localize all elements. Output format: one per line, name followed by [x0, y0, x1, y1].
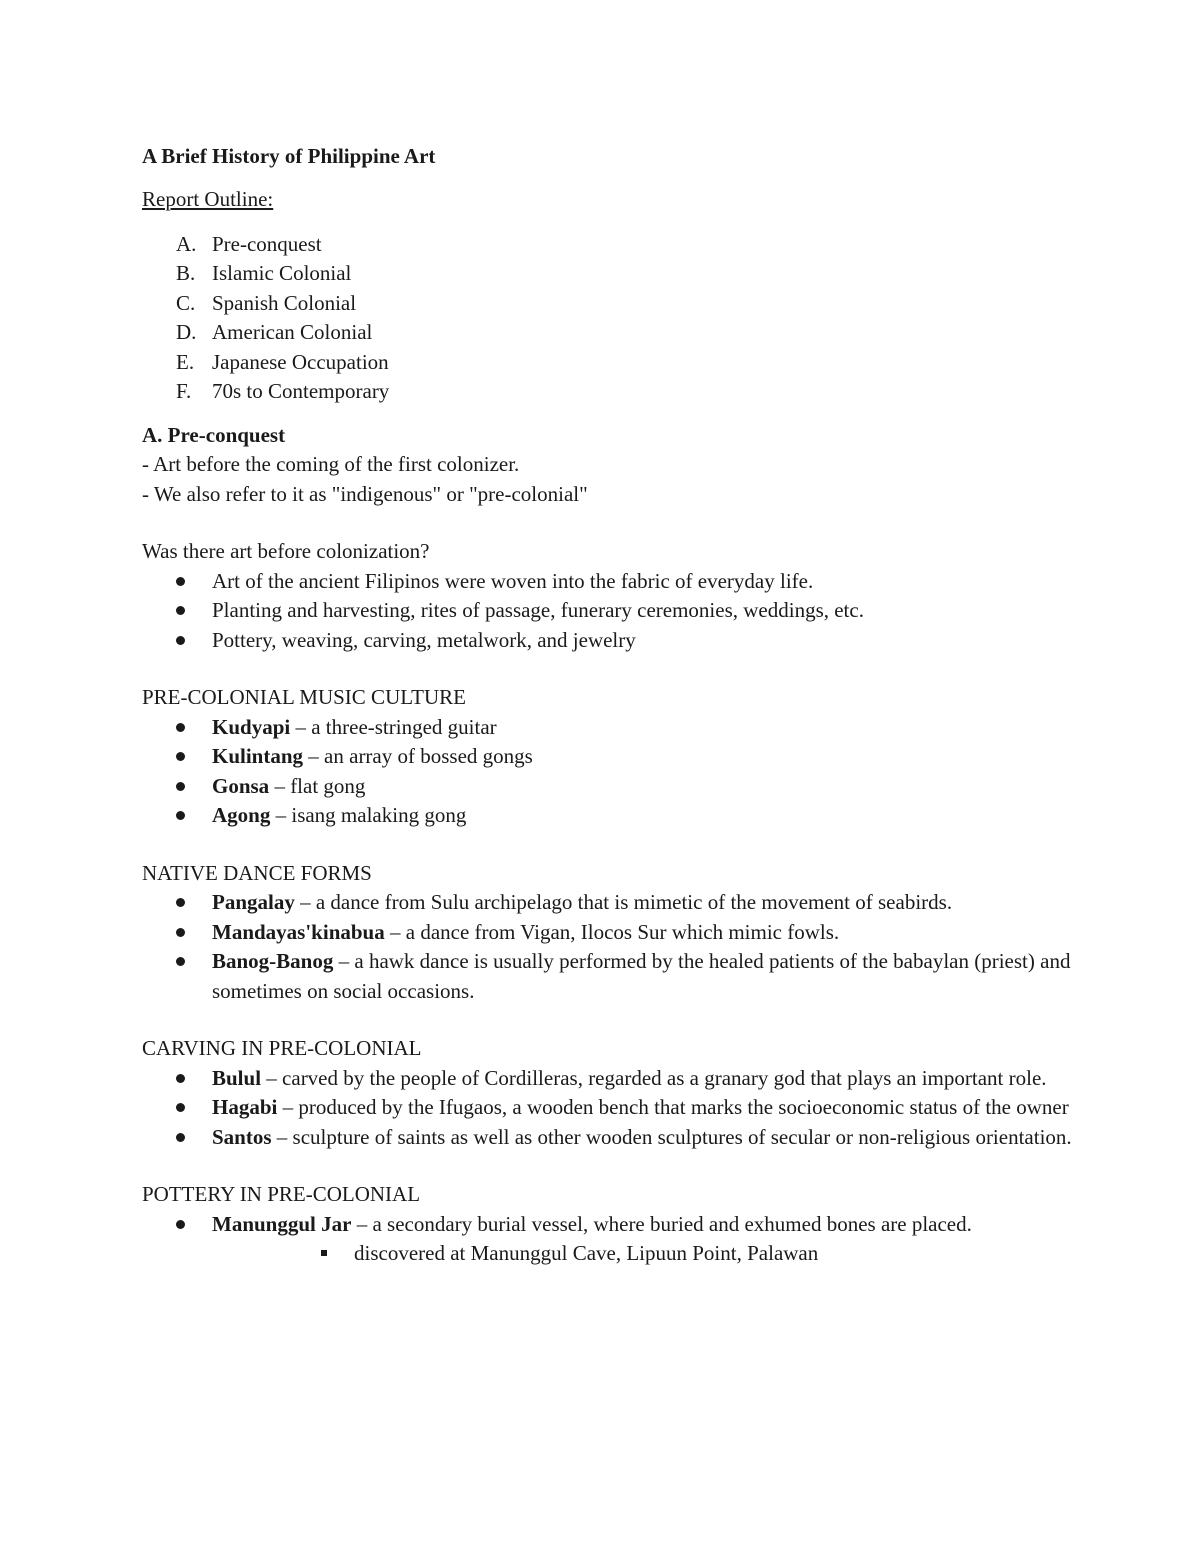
bullet-icon [176, 811, 185, 820]
list-item: Pottery, weaving, carving, metalwork, and jewelry [142, 626, 1082, 656]
list-item: Agong – isang malaking gong [142, 801, 1082, 831]
list-item: Pangalay – a dance from Sulu archipelago that is mimetic of the movement of seabirds. [142, 888, 1082, 918]
preconquest-line: - Art before the coming of the first colonizer. [142, 452, 520, 476]
bullet-icon [176, 577, 185, 586]
list-item: Hagabi – produced by the Ifugaos, a wooden bench that marks the socioeconomic status of the owner [142, 1093, 1082, 1123]
pottery-heading: POTTERY IN PRE-COLONIAL [142, 1182, 421, 1206]
document-page [142, 141, 1082, 1269]
outline-item: E. Japanese Occupation [176, 349, 389, 374]
bullet-icon [176, 752, 185, 761]
preconquest-heading: A. Pre-conquest [142, 422, 286, 447]
list-item: Manunggul Jar – a secondary burial vessel, where buried and exhumed bones are placed. [142, 1210, 1082, 1240]
outline-item: A. Pre-conquest [176, 231, 322, 256]
sub-list-item: discovered at Manunggul Cave, Lipuun Point, Palawan [142, 1239, 1082, 1269]
list-item: Kulintang – an array of bossed gongs [142, 742, 1082, 772]
outline-item: F. 70s to Contemporary [176, 379, 390, 403]
list-item: Banog-Banog – a hawk dance is usually performed by the healed patients of the babaylan (priest) and sometimes on social occasions. [142, 947, 1082, 1006]
list-item: Planting and harvesting, rites of passage, funerary ceremonies, weddings, etc. [142, 596, 1082, 626]
bullet-icon [176, 606, 185, 615]
list-item: Gonsa – flat gong [142, 772, 1082, 802]
bullet-icon [176, 1103, 185, 1112]
bullet-icon [176, 723, 185, 732]
document-title: A Brief History of Philippine Art [142, 144, 436, 168]
bullet-icon [176, 898, 185, 907]
list-item: Bulul – carved by the people of Cordilleras, regarded as a granary god that plays an important role. [142, 1064, 1082, 1094]
carving-heading: CARVING IN PRE-COLONIAL [142, 1036, 422, 1060]
bullet-icon [176, 636, 185, 645]
bullet-icon [176, 1220, 185, 1229]
list-item: Art of the ancient Filipinos were woven into the fabric of everyday life. [142, 567, 1082, 597]
outline-heading: Report Outline: [142, 187, 274, 211]
outline-item: C. Spanish Colonial [176, 290, 357, 315]
bullet-icon [176, 1074, 185, 1083]
bullet-icon [176, 957, 185, 966]
bullet-icon [176, 1133, 185, 1142]
bullet-icon [176, 928, 185, 937]
bullet-icon [176, 782, 185, 791]
outline-item: B. Islamic Colonial [176, 261, 352, 285]
question-text: Was there art before colonization? [142, 539, 430, 563]
square-bullet-icon [321, 1250, 327, 1256]
dance-heading: NATIVE DANCE FORMS [142, 860, 372, 885]
list-item: Kudyapi – a three-stringed guitar [142, 713, 1082, 743]
outline-list [142, 230, 1082, 407]
list-item: Santos – sculpture of saints as well as other wooden sculptures of secular or non-religious orientation. [142, 1123, 1082, 1153]
list-item: Mandayas'kinabua – a dance from Vigan, Ilocos Sur which mimic fowls. [142, 918, 1082, 948]
outline-item: D. American Colonial [176, 320, 373, 344]
music-heading: PRE-COLONIAL MUSIC CULTURE [142, 685, 466, 709]
preconquest-line: - We also refer to it as "indigenous" or "pre-colonial" [142, 481, 588, 506]
